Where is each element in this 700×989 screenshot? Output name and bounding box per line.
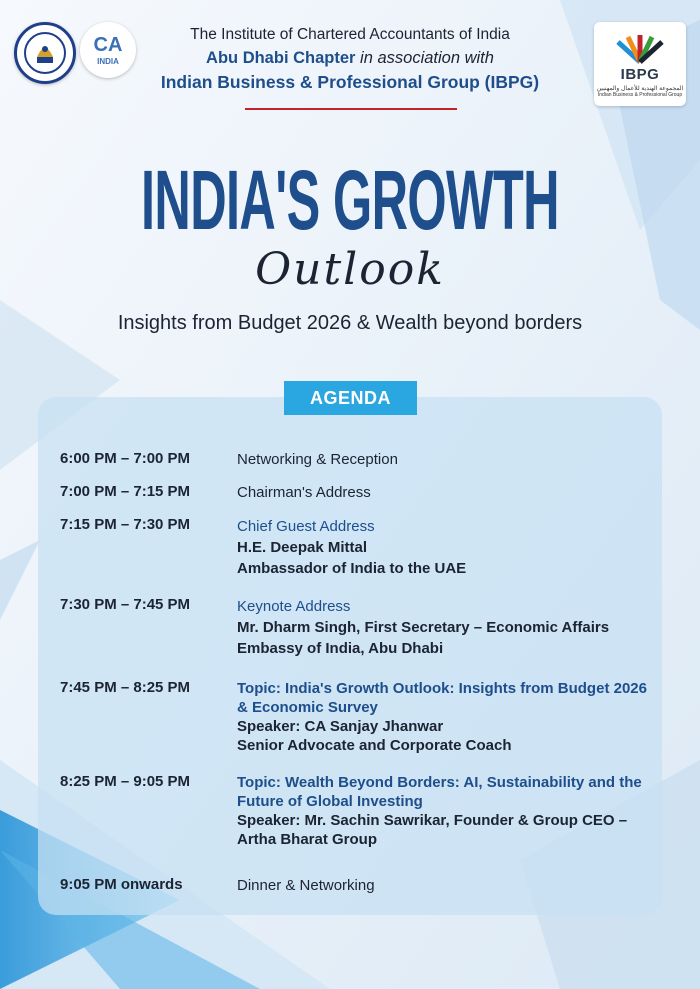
agenda-line: Chief Guest Address: [237, 518, 375, 535]
ibpg-fan-icon: [610, 34, 670, 64]
ibpg-english-text: Indian Business & Professional Group: [597, 92, 683, 98]
agenda-detail: [237, 773, 647, 849]
agenda-line: H.E. Deepak Mittal: [237, 539, 368, 556]
agenda-line: Dinner & Networking: [237, 877, 375, 894]
event-title-script: Outlook: [255, 244, 445, 295]
agenda-detail: [237, 679, 647, 755]
agenda-line: Speaker: CA Sanjay Jhanwar: [237, 718, 444, 735]
agenda-detail: [237, 483, 647, 502]
agenda-line: Topic: India's Growth Outlook: Insights from Budget 2026 & Economic Survey: [237, 680, 647, 716]
emblem-icon: [23, 31, 67, 75]
agenda-line: Speaker: Mr. Sachin Sawrikar, Founder & Group CEO – Artha Bharat Group: [237, 812, 628, 848]
org-line-3: Indian Business & Professional Group (IBPG): [160, 72, 540, 92]
ca-logo-subtext: INDIA: [97, 56, 119, 66]
agenda-badge: AGENDA: [284, 381, 417, 415]
org-line-2: [140, 49, 560, 68]
agenda-line: Chairman's Address: [237, 484, 371, 501]
agenda-line: Senior Advocate and Corporate Coach: [237, 737, 512, 754]
agenda-line: Topic: Wealth Beyond Borders: AI, Sustainability and the Future of Global Investing: [237, 774, 642, 810]
agenda-detail: [237, 876, 647, 895]
agenda-time: 8:25 PM – 9:05 PM: [60, 773, 191, 790]
event-subtitle: Insights from Budget 2026 & Wealth beyond borders: [117, 312, 583, 334]
agenda-time: 7:30 PM – 7:45 PM: [60, 596, 191, 613]
agenda-detail: [237, 596, 647, 659]
icai-logo: [14, 22, 76, 84]
ca-logo-text: CA: [93, 33, 123, 56]
agenda-line: Networking & Reception: [237, 451, 398, 468]
agenda-time: 7:00 PM – 7:15 PM: [60, 483, 191, 500]
header: [0, 0, 700, 110]
agenda-line: Ambassador of India to the UAE: [237, 560, 467, 577]
agenda-time: 7:45 PM – 8:25 PM: [60, 679, 191, 696]
header-divider: [245, 108, 457, 110]
chapter-name: Abu Dhabi Chapter: [206, 49, 356, 67]
agenda-time: 6:00 PM – 7:00 PM: [60, 450, 191, 467]
agenda-detail: [237, 450, 647, 469]
event-title: INDIA'S GROWTH: [141, 153, 559, 247]
ibpg-logo-text: IBPG: [620, 66, 660, 83]
agenda-detail: [237, 516, 647, 579]
ca-india-logo: [80, 22, 136, 78]
agenda-line: Mr. Dharm Singh, First Secretary – Economic Affairs Embassy of India, Abu Dhabi: [237, 619, 610, 657]
agenda-time: 9:05 PM onwards: [60, 876, 183, 893]
association-text: in association with: [355, 49, 494, 67]
agenda-time: 7:15 PM – 7:30 PM: [60, 516, 191, 533]
org-line-1: The Institute of Chartered Accountants of India: [190, 26, 510, 43]
agenda-line: Keynote Address: [237, 598, 351, 615]
ibpg-logo: [594, 22, 686, 106]
ibpg-arabic-text: المجموعة الهندية للأعمال والمهنيين: [596, 86, 684, 92]
